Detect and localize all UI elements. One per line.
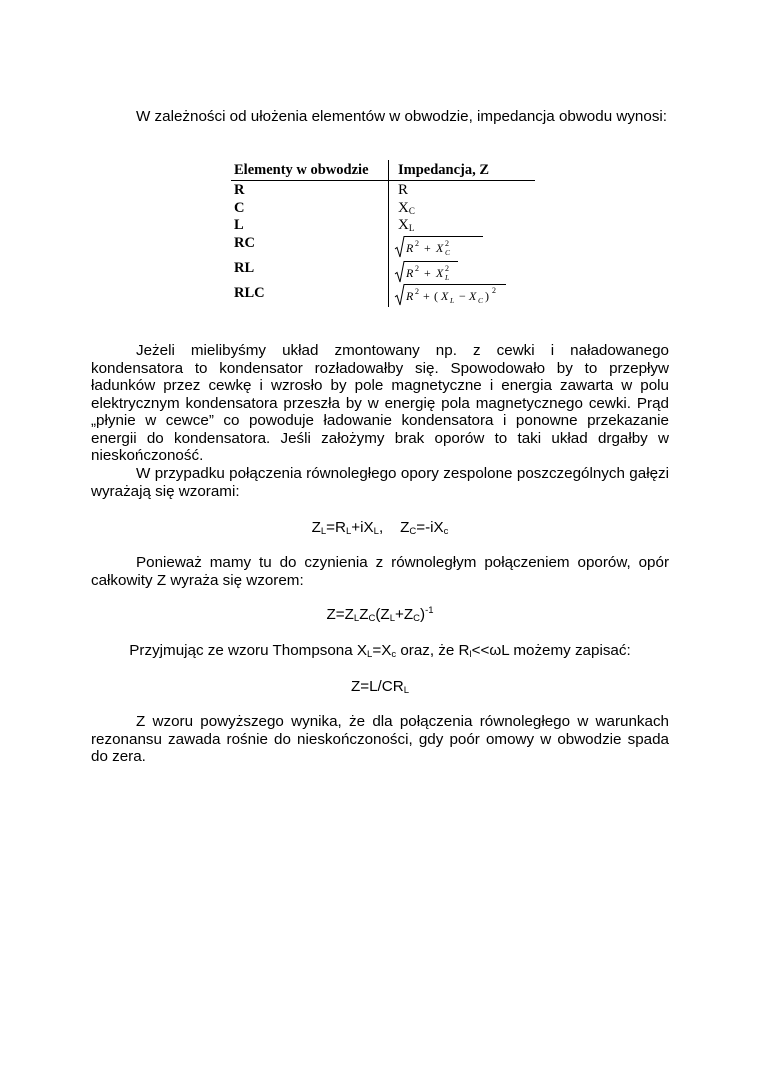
svg-text:C: C — [445, 248, 451, 257]
paragraph-thompson: Przyjmując ze wzoru Thompsona $X_L=X_c$ oraz, że $R_l<<\omega L$ możemy zapisać: — [129, 642, 631, 660]
equation-total-impedance: $Z=Z_LZ_C(Z_L+Z_C)^{-1}$ — [326, 605, 434, 624]
svg-text:X: X — [436, 241, 444, 255]
svg-text:): ) — [485, 289, 489, 303]
svg-text:2: 2 — [415, 287, 419, 296]
row-r-impedance: R — [398, 182, 409, 198]
row-r-element: R — [234, 182, 245, 198]
row-l-element: L — [234, 217, 244, 233]
table-header-impedance: Impedancja, Z — [398, 162, 490, 178]
row-rl-impedance-formula — [394, 260, 484, 284]
paragraph-lc-circuit: Jeżeli mielibyśmy układ zmontowany np. z cewki i naładowanego kondensatora to kondensator rozładowałby się. Spowodowało by to przepływ ładunków przez cewkę i wzrosło by pole magnetyczne i energia zawarta w polu elektrycznym kondensatora przeszła by w energię pola magnetycznego cewki. Prąd „płynie w cewce” co powoduje ładowanie kondensatora i ponowne przekazanie energii do kondensatora. Jeśli założymy brak oporów to taki układ drgałby w nieskończoność. — [91, 342, 669, 464]
equation-resonance: $Z=L/CR_L$ — [350, 678, 410, 696]
svg-text:+: + — [423, 289, 430, 303]
equation-zc: $Z_C=-iX_c$ — [400, 519, 449, 537]
svg-text:+: + — [424, 266, 431, 280]
row-rlc-impedance-formula — [394, 283, 509, 307]
svg-text:2: 2 — [445, 239, 449, 248]
table-header-rule — [231, 180, 535, 181]
row-c-element: C — [234, 200, 245, 216]
svg-text:2: 2 — [415, 239, 419, 248]
row-c-impedance: $X_C$ — [398, 200, 415, 216]
svg-text:X: X — [441, 289, 449, 303]
paragraph-total-impedance: Ponieważ mamy tu do czynienia z równoległym połączeniem oporów, opór całkowity Z wyraża się wzorem: — [91, 554, 669, 589]
svg-text:(: ( — [434, 289, 438, 303]
row-rc-impedance-formula — [394, 235, 484, 259]
table-column-rule — [388, 160, 389, 307]
equation-branch-impedances — [91, 519, 669, 537]
svg-text:2: 2 — [415, 264, 419, 273]
svg-text:R: R — [406, 241, 414, 255]
svg-text:X: X — [436, 266, 444, 280]
svg-text:C: C — [478, 296, 484, 305]
row-rlc-element: RLC — [234, 285, 265, 301]
svg-text:R: R — [406, 289, 414, 303]
svg-text:−: − — [459, 289, 466, 303]
impedance-table — [226, 160, 536, 310]
table-header-elements: Elementy w obwodzie — [234, 162, 369, 178]
paragraph-conclusion: Z wzoru powyższego wynika, że dla połączenia równoległego w warunkach rezonansu zawada rośnie do nieskończoności, gdy poór omowy w obwodzie spada do zera. — [91, 713, 669, 765]
paragraph-parallel-branches: W przypadku połączenia równoległego opory zespolone poszczególnych gałęzi wyrażają się wzorami: — [91, 465, 669, 500]
svg-text:X: X — [469, 289, 477, 303]
svg-text:L: L — [445, 273, 450, 282]
row-rc-element: RC — [234, 235, 255, 251]
svg-text:R: R — [406, 266, 414, 280]
svg-text:+: + — [424, 241, 431, 255]
equation-zl: $Z_L=R_L+iX_L$, — [311, 519, 384, 537]
svg-text:2: 2 — [445, 264, 449, 273]
row-l-impedance: $X_L$ — [398, 217, 415, 233]
svg-text:2: 2 — [492, 286, 496, 295]
svg-text:L: L — [450, 296, 455, 305]
row-rl-element: RL — [234, 260, 255, 276]
intro-paragraph: W zależności od ułożenia elementów w obwodzie, impedancja obwodu wynosi: — [136, 108, 668, 125]
